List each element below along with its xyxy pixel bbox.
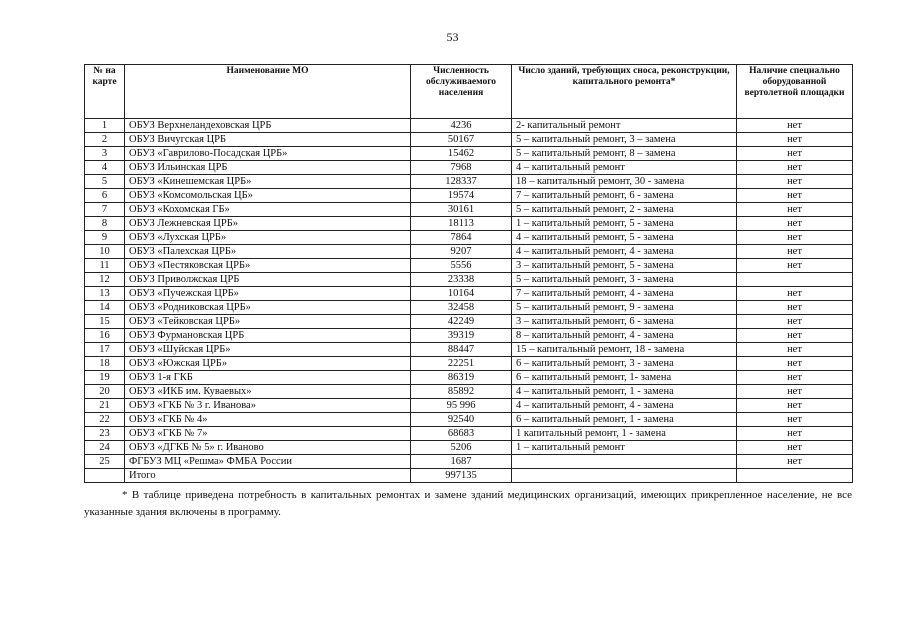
cell-buildings: 5 – капитальный ремонт, 3 - замена — [512, 273, 737, 287]
cell-buildings: 2- капитальный ремонт — [512, 119, 737, 133]
cell-population: 5556 — [411, 259, 512, 273]
cell-population: 68683 — [411, 427, 512, 441]
table-row — [85, 455, 853, 469]
cell-helipad: нет — [737, 399, 853, 413]
cell-helipad: нет — [737, 315, 853, 329]
cell-helipad: нет — [737, 231, 853, 245]
cell-num: 16 — [85, 329, 125, 343]
cell-buildings: 1 – капитальный ремонт, 5 - замена — [512, 217, 737, 231]
cell-helipad: нет — [737, 427, 853, 441]
cell-helipad: нет — [737, 259, 853, 273]
cell-buildings: 1 – капитальный ремонт — [512, 441, 737, 455]
cell-helipad: нет — [737, 203, 853, 217]
cell-buildings: 4 – капитальный ремонт, 4 - замена — [512, 245, 737, 259]
table-row — [85, 315, 853, 329]
cell-helipad: нет — [737, 175, 853, 189]
cell-num: 15 — [85, 315, 125, 329]
cell-buildings: 8 – капитальный ремонт, 4 - замена — [512, 329, 737, 343]
cell-population: 5206 — [411, 441, 512, 455]
cell-buildings: 3 – капитальный ремонт, 5 - замена — [512, 259, 737, 273]
table-row — [85, 203, 853, 217]
cell-name: ОБУЗ «ДГКБ № 5» г. Иваново — [125, 441, 411, 455]
footnote: * В таблице приведена потребность в капитальных ремонтах и замене зданий медицинских организаций, имеющих прикрепленное население, не все указанные здания включены в программу. — [84, 489, 852, 518]
table-row — [85, 119, 853, 133]
cell-num: 18 — [85, 357, 125, 371]
table-row — [85, 287, 853, 301]
cell-buildings: 7 – капитальный ремонт, 6 - замена — [512, 189, 737, 203]
cell-helipad: нет — [737, 301, 853, 315]
table-row — [85, 245, 853, 259]
table-row — [85, 231, 853, 245]
page-number: 53 — [446, 30, 459, 44]
total-row — [85, 469, 853, 483]
cell-num: 5 — [85, 175, 125, 189]
cell-buildings: 5 – капитальный ремонт, 8 – замена — [512, 147, 737, 161]
cell-name: ОБУЗ «ИКБ им. Куваевых» — [125, 385, 411, 399]
cell-population: 95 996 — [411, 399, 512, 413]
cell-population: 50167 — [411, 133, 512, 147]
cell-population: 85892 — [411, 385, 512, 399]
cell-name: ОБУЗ Лежневская ЦРБ» — [125, 217, 411, 231]
cell-population: 19574 — [411, 189, 512, 203]
cell-num: 17 — [85, 343, 125, 357]
cell-name: ОБУЗ «Кохомская ГБ» — [125, 203, 411, 217]
cell-name: ОБУЗ «ГКБ № 7» — [125, 427, 411, 441]
cell-num: 6 — [85, 189, 125, 203]
cell-buildings: 5 – капитальный ремонт, 9 - замена — [512, 301, 737, 315]
cell-name: ОБУЗ «Пестяковская ЦРБ» — [125, 259, 411, 273]
table-row — [85, 161, 853, 175]
table-header — [85, 65, 853, 119]
table-row — [85, 385, 853, 399]
cell-buildings: 6 – капитальный ремонт, 3 - замена — [512, 357, 737, 371]
table-row — [85, 147, 853, 161]
cell-num: 21 — [85, 399, 125, 413]
cell-helipad — [737, 469, 853, 483]
cell-population: 22251 — [411, 357, 512, 371]
cell-population: 1687 — [411, 455, 512, 469]
cell-helipad: нет — [737, 133, 853, 147]
cell-name: ОБУЗ «Палехская ЦРБ» — [125, 245, 411, 259]
hospitals-table — [84, 64, 853, 483]
cell-population: 7864 — [411, 231, 512, 245]
cell-name: ОБУЗ «Пучежская ЦРБ» — [125, 287, 411, 301]
cell-num: 12 — [85, 273, 125, 287]
cell-num — [85, 469, 125, 483]
cell-buildings: 7 – капитальный ремонт, 4 - замена — [512, 287, 737, 301]
cell-helipad: нет — [737, 343, 853, 357]
cell-num: 3 — [85, 147, 125, 161]
cell-population: 15462 — [411, 147, 512, 161]
cell-num: 24 — [85, 441, 125, 455]
cell-population: 128337 — [411, 175, 512, 189]
cell-buildings — [512, 469, 737, 483]
cell-helipad — [737, 273, 853, 287]
cell-helipad: нет — [737, 357, 853, 371]
cell-population: 32458 — [411, 301, 512, 315]
cell-num: 1 — [85, 119, 125, 133]
cell-buildings: 6 – капитальный ремонт, 1- замена — [512, 371, 737, 385]
cell-population: 4236 — [411, 119, 512, 133]
cell-buildings: 15 – капитальный ремонт, 18 - замена — [512, 343, 737, 357]
cell-population: 86319 — [411, 371, 512, 385]
cell-name: ОБУЗ «Гаврилово-Посадская ЦРБ» — [125, 147, 411, 161]
cell-helipad: нет — [737, 147, 853, 161]
cell-population: 7968 — [411, 161, 512, 175]
cell-name: ОБУЗ Ильинская ЦРБ — [125, 161, 411, 175]
cell-name: ОБУЗ «Комсомольская ЦБ» — [125, 189, 411, 203]
cell-population: 92540 — [411, 413, 512, 427]
cell-buildings: 6 – капитальный ремонт, 1 - замена — [512, 413, 737, 427]
table-row — [85, 189, 853, 203]
cell-helipad: нет — [737, 455, 853, 469]
cell-helipad: нет — [737, 287, 853, 301]
cell-num: 2 — [85, 133, 125, 147]
cell-population: 39319 — [411, 329, 512, 343]
cell-buildings: 4 – капитальный ремонт — [512, 161, 737, 175]
cell-name: ОБУЗ Вичугская ЦРБ — [125, 133, 411, 147]
cell-num: 10 — [85, 245, 125, 259]
cell-num: 8 — [85, 217, 125, 231]
cell-num: 25 — [85, 455, 125, 469]
table-row — [85, 133, 853, 147]
cell-num: 20 — [85, 385, 125, 399]
table-row — [85, 343, 853, 357]
cell-num: 11 — [85, 259, 125, 273]
cell-population: 88447 — [411, 343, 512, 357]
header-row — [85, 65, 853, 119]
cell-helipad: нет — [737, 371, 853, 385]
cell-helipad: нет — [737, 161, 853, 175]
cell-helipad: нет — [737, 189, 853, 203]
table-row — [85, 329, 853, 343]
cell-num: 7 — [85, 203, 125, 217]
cell-buildings — [512, 455, 737, 469]
cell-name: ОБУЗ Фурмановская ЦРБ — [125, 329, 411, 343]
cell-population: 30161 — [411, 203, 512, 217]
cell-num: 14 — [85, 301, 125, 315]
cell-name: ОБУЗ «Тейковская ЦРБ» — [125, 315, 411, 329]
cell-helipad: нет — [737, 217, 853, 231]
cell-helipad: нет — [737, 413, 853, 427]
cell-buildings: 4 – капитальный ремонт, 1 - замена — [512, 385, 737, 399]
cell-helipad: нет — [737, 385, 853, 399]
table-row — [85, 441, 853, 455]
header-buildings: Число зданий, требующих сноса, реконструкции, капитального ремонта* — [512, 65, 737, 119]
cell-name: ОБУЗ 1-я ГКБ — [125, 371, 411, 385]
cell-num: 19 — [85, 371, 125, 385]
cell-buildings: 4 – капитальный ремонт, 5 - замена — [512, 231, 737, 245]
cell-population: 42249 — [411, 315, 512, 329]
header-helipad: Наличие специально оборудованной вертолетной площадки — [737, 65, 853, 119]
cell-helipad: нет — [737, 329, 853, 343]
table-row — [85, 357, 853, 371]
cell-num: 9 — [85, 231, 125, 245]
header-num: № на карте — [85, 65, 125, 119]
header-population: Численность обслуживаемого населения — [411, 65, 512, 119]
table-row — [85, 273, 853, 287]
total-label: Итого — [125, 469, 411, 483]
cell-buildings: 4 – капитальный ремонт, 4 - замена — [512, 399, 737, 413]
cell-population: 9207 — [411, 245, 512, 259]
cell-name: ОБУЗ «Южская ЦРБ» — [125, 357, 411, 371]
cell-population: 10164 — [411, 287, 512, 301]
table-row — [85, 175, 853, 189]
cell-buildings: 3 – капитальный ремонт, 6 - замена — [512, 315, 737, 329]
cell-name: ОБУЗ Приволжская ЦРБ — [125, 273, 411, 287]
cell-helipad: нет — [737, 441, 853, 455]
cell-name: ОБУЗ «ГКБ № 4» — [125, 413, 411, 427]
cell-num: 23 — [85, 427, 125, 441]
table-row — [85, 371, 853, 385]
cell-helipad: нет — [737, 119, 853, 133]
total-population: 997135 — [411, 469, 512, 483]
table-row — [85, 399, 853, 413]
cell-name: ОБУЗ «Кинешемская ЦРБ» — [125, 175, 411, 189]
cell-population: 23338 — [411, 273, 512, 287]
cell-buildings: 1 капитальный ремонт, 1 - замена — [512, 427, 737, 441]
table-row — [85, 259, 853, 273]
cell-num: 13 — [85, 287, 125, 301]
cell-buildings: 5 – капитальный ремонт, 2 - замена — [512, 203, 737, 217]
cell-name: ОБУЗ «Шуйская ЦРБ» — [125, 343, 411, 357]
header-name: Наименование МО — [125, 65, 411, 119]
cell-population: 18113 — [411, 217, 512, 231]
table-row — [85, 217, 853, 231]
table-row — [85, 413, 853, 427]
cell-name: ОБУЗ «Родниковская ЦРБ» — [125, 301, 411, 315]
table-body — [85, 119, 853, 483]
cell-name: ОБУЗ Верхнеландеховская ЦРБ — [125, 119, 411, 133]
cell-name: ОБУЗ «Лухская ЦРБ» — [125, 231, 411, 245]
cell-num: 22 — [85, 413, 125, 427]
cell-name: ФГБУЗ МЦ «Решма» ФМБА России — [125, 455, 411, 469]
cell-name: ОБУЗ «ГКБ № 3 г. Иванова» — [125, 399, 411, 413]
table-row — [85, 427, 853, 441]
cell-num: 4 — [85, 161, 125, 175]
cell-helipad: нет — [737, 245, 853, 259]
table-row — [85, 301, 853, 315]
cell-buildings: 18 – капитальный ремонт, 30 - замена — [512, 175, 737, 189]
cell-buildings: 5 – капитальный ремонт, 3 – замена — [512, 133, 737, 147]
